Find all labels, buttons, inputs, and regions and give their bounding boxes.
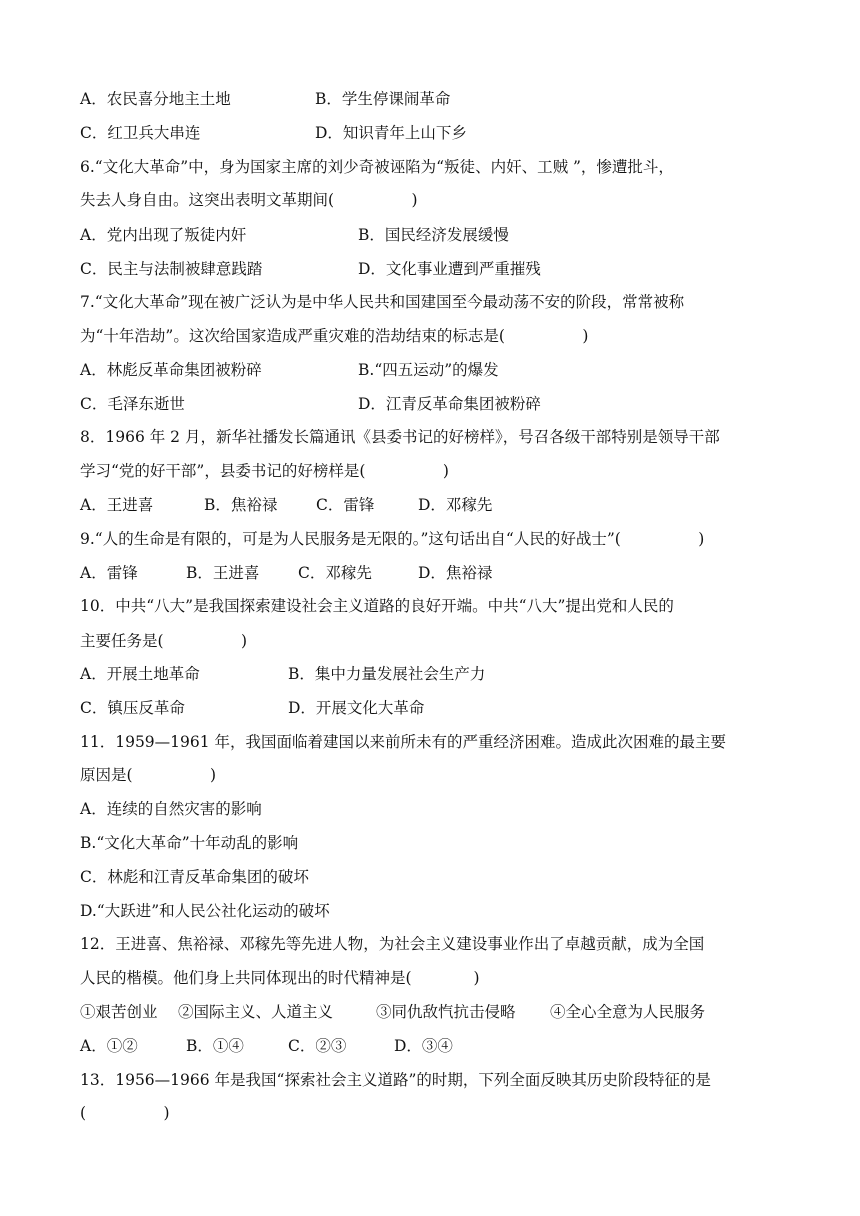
option-b: B．学生停课闹革命 xyxy=(315,90,451,108)
option-a: A．林彪反革命集团被粉碎 xyxy=(80,361,262,379)
question-text: 原因是( ) xyxy=(80,766,217,784)
option-c: C．②③ xyxy=(288,1037,347,1055)
question-text: 学习“党的好干部”，县委书记的好榜样是( ) xyxy=(80,462,449,480)
option-b: B．焦裕禄 xyxy=(204,496,278,514)
question-text: 7.“文化大革命”现在被广泛认为是中华人民共和国建国至今最动荡不安的阶段，常常被称 xyxy=(80,293,685,311)
option-a: A．开展土地革命 xyxy=(80,665,200,683)
option-c: C．邓稼先 xyxy=(298,564,372,582)
option-b: B.“四五运动”的爆发 xyxy=(358,361,499,379)
question-text: 8．1966 年 2 月，新华社播发长篇通讯《县委书记的好榜样》，号召各级干部特别是领导干部 xyxy=(80,428,720,446)
option-b: B．王进喜 xyxy=(186,564,260,582)
option-a: A．王进喜 xyxy=(80,496,154,514)
option-c: C．毛泽东逝世 xyxy=(80,395,185,413)
option-d: D．焦裕禄 xyxy=(418,564,493,582)
question-text: 13．1956—1966 年是我国“探索社会主义道路”的时期，下列全面反映其历史阶段特征的是 xyxy=(80,1071,711,1089)
option-d: D.“大跃进”和人民公社化运动的破坏 xyxy=(80,902,330,920)
option-c: C．民主与法制被肆意践踏 xyxy=(80,260,263,278)
option-b: B．①④ xyxy=(186,1037,244,1055)
option-d: D．江青反革命集团被粉碎 xyxy=(358,395,541,413)
option-b: B．国民经济发展缓慢 xyxy=(358,226,509,244)
option-a: A．党内出现了叛徒内奸 xyxy=(80,226,247,244)
statement-1: ①艰苦创业 xyxy=(80,1003,158,1021)
statement-3: ③同仇敌忾抗击侵略 xyxy=(376,1003,516,1021)
option-c: C．镇压反革命 xyxy=(80,699,185,717)
option-b: B．集中力量发展社会生产力 xyxy=(288,665,486,683)
option-a: A．连续的自然灾害的影响 xyxy=(80,800,262,818)
option-d: D．邓稼先 xyxy=(418,496,493,514)
question-text: 10．中共“八大”是我国探索建设社会主义道路的良好开端。中共“八大”提出党和人民的 xyxy=(80,597,674,615)
option-a: A．农民喜分地主土地 xyxy=(80,90,231,108)
option-a: A．雷锋 xyxy=(80,564,138,582)
question-text: 主要任务是( ) xyxy=(80,632,248,650)
question-text: 12．王进喜、焦裕禄、邓稼先等先进人物，为社会主义建设事业作出了卓越贡献，成为全国 xyxy=(80,935,705,953)
question-text: 11．1959—1961 年，我国面临着建国以来前所未有的严重经济困难。造成此次困难的最主要 xyxy=(80,733,727,751)
statement-4: ④全心全意为人民服务 xyxy=(550,1003,706,1021)
question-text: 失去人身自由。这突出表明文革期间( ) xyxy=(80,191,418,209)
option-c: C．林彪和江青反革命集团的破坏 xyxy=(80,868,309,886)
option-d: D．知识青年上山下乡 xyxy=(315,124,467,142)
option-c: C．雷锋 xyxy=(316,496,375,514)
option-d: D．③④ xyxy=(394,1037,453,1055)
question-text: 为“十年浩劫”。这次给国家造成严重灾难的浩劫结束的标志是( ) xyxy=(80,327,589,345)
statement-2: ②国际主义、人道主义 xyxy=(178,1003,334,1021)
question-text: ( ) xyxy=(80,1104,170,1122)
question-text: 9.“人的生命是有限的，可是为人民服务是无限的。”这句话出自“人民的好战士”( ) xyxy=(80,530,705,548)
question-text: 6.“文化大革命”中，身为国家主席的刘少奇被诬陷为“叛徒、内奸、工贼 ”，惨遭批斗， xyxy=(80,158,674,176)
option-a: A．①② xyxy=(80,1037,138,1055)
option-b: B.“文化大革命”十年动乱的影响 xyxy=(80,834,299,852)
option-c: C．红卫兵大串连 xyxy=(80,124,201,142)
question-text: 人民的楷模。他们身上共同体现出的时代精神是( ) xyxy=(80,969,480,987)
option-d: D．文化事业遭到严重摧残 xyxy=(358,260,541,278)
option-d: D．开展文化大革命 xyxy=(288,699,425,717)
